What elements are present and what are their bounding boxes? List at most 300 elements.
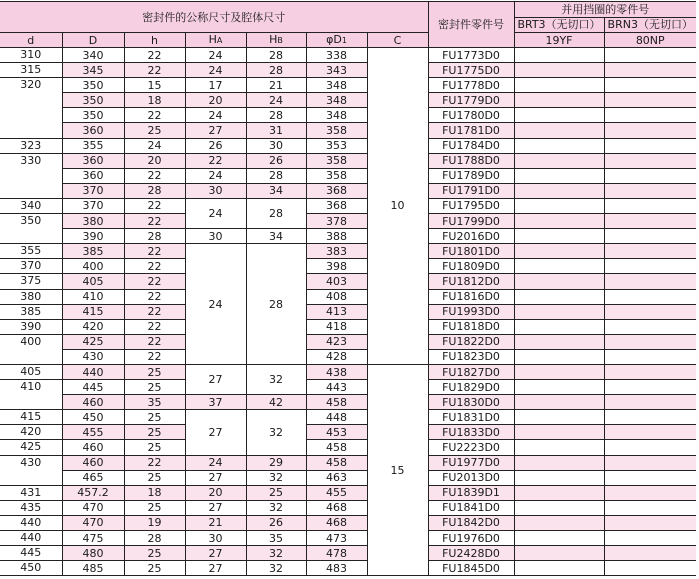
table-row [0,515,696,530]
cell-h: 25 [124,470,185,485]
cell-hb: 28 [246,198,306,228]
cell-ha: 24 [185,455,246,470]
cell-d: 400 [0,334,62,364]
cell-D: 465 [62,470,124,485]
cell-part-number: FU1823D0 [428,349,514,364]
table-row [0,289,696,304]
cell-h: 22 [124,198,185,213]
table-row [0,93,696,108]
cell-h: 35 [124,395,185,410]
brn3-code-header: 80NP [604,33,696,48]
col-c-header: C [367,33,428,48]
cell-h: 19 [124,515,185,530]
cell-d1: 458 [306,395,367,410]
table-row [0,440,696,455]
cell-D: 415 [62,304,124,319]
cell-brt3 [514,274,604,289]
cell-ha: 24 [185,168,246,183]
table-row [0,319,696,334]
cell-ha: 27 [185,123,246,138]
cell-brt3 [514,63,604,78]
table-row [0,455,696,470]
cell-brn3 [604,349,696,364]
ha-sub: A [216,36,223,45]
cell-D: 340 [62,48,124,63]
cell-part-number: FU1830D0 [428,395,514,410]
cell-d1: 338 [306,48,367,63]
cell-ha: 27 [185,561,246,576]
cell-d1: 348 [306,93,367,108]
col-hb-header [246,33,306,48]
cell-hb: 26 [246,515,306,530]
cell-brn3 [604,259,696,274]
cell-brn3 [604,531,696,546]
cell-d1: 353 [306,138,367,153]
cell-h: 22 [124,304,185,319]
cell-ha: 21 [185,515,246,530]
cell-brt3 [514,380,604,395]
part-number-header: 密封件零件号 [428,2,514,48]
cell-brn3 [604,500,696,515]
cell-brt3 [514,440,604,455]
cell-d1: 458 [306,440,367,455]
d1-sub: 1 [341,36,347,45]
brn3-header: BRN3（无切口） [604,17,696,33]
cell-brn3 [604,289,696,304]
cell-h: 22 [124,289,185,304]
cell-h: 22 [124,63,185,78]
cell-D: 360 [62,168,124,183]
col-d1-header [306,33,367,48]
cell-ha: 24 [185,108,246,123]
cell-d1: 368 [306,198,367,213]
cell-D: 430 [62,349,124,364]
cell-d1: 468 [306,515,367,530]
table-row [0,380,696,395]
cell-ha: 30 [185,183,246,198]
cell-brn3 [604,214,696,229]
cell-part-number: FU1780D0 [428,108,514,123]
cell-d: 375 [0,274,62,289]
table-row [0,168,696,183]
cell-d: 320 [0,78,62,138]
cell-part-number: FU1833D0 [428,425,514,440]
cell-part-number: FU1799D0 [428,214,514,229]
cell-brn3 [604,395,696,410]
cell-d: 405 [0,364,62,379]
cell-h: 25 [124,546,185,561]
cell-D: 440 [62,364,124,379]
cell-d1: 358 [306,168,367,183]
cell-brt3 [514,198,604,213]
cell-brn3 [604,425,696,440]
cell-d: 450 [0,561,62,576]
cell-d1: 468 [306,500,367,515]
cell-ha: 24 [185,244,246,365]
table-row [0,561,696,576]
cell-d: 410 [0,380,62,410]
cell-D: 410 [62,289,124,304]
cell-brn3 [604,470,696,485]
table-row [0,183,696,198]
cell-brt3 [514,334,604,349]
table-row [0,531,696,546]
cell-d1: 438 [306,364,367,379]
cell-d1: 458 [306,455,367,470]
cell-brt3 [514,561,604,576]
cell-brt3 [514,410,604,425]
cell-h: 22 [124,319,185,334]
cell-h: 25 [124,561,185,576]
cell-d1: 478 [306,546,367,561]
cell-brt3 [514,48,604,63]
cell-d: 431 [0,485,62,500]
cell-hb: 32 [246,561,306,576]
table-row [0,364,696,379]
cell-part-number: FU1795D0 [428,198,514,213]
cell-D: 380 [62,214,124,229]
cell-h: 22 [124,274,185,289]
cell-D: 390 [62,229,124,244]
dims-header: 密封件的公称尺寸及腔体尺寸 [0,2,428,33]
cell-d: 440 [0,515,62,530]
cell-hb: 28 [246,63,306,78]
table-row [0,63,696,78]
cell-d1: 413 [306,304,367,319]
table-row [0,198,696,213]
d1-main: φD [326,33,342,46]
cell-D: 460 [62,455,124,470]
cell-part-number: FU1789D0 [428,168,514,183]
cell-part-number: FU1842D0 [428,515,514,530]
table-row [0,349,696,364]
cell-d1: 428 [306,349,367,364]
cell-h: 22 [124,244,185,259]
cell-h: 25 [124,364,185,379]
cell-h: 22 [124,455,185,470]
cell-part-number: FU1993D0 [428,304,514,319]
cell-hb: 32 [246,410,306,455]
cell-hb: 32 [246,470,306,485]
cell-d: 380 [0,289,62,304]
cell-ha: 27 [185,410,246,455]
cell-brt3 [514,349,604,364]
cell-part-number: FU1775D0 [428,63,514,78]
cell-brt3 [514,168,604,183]
cell-d: 323 [0,138,62,153]
cell-d1: 423 [306,334,367,349]
cell-brt3 [514,515,604,530]
cell-brn3 [604,319,696,334]
cell-brt3 [514,395,604,410]
cell-hb: 32 [246,546,306,561]
cell-ha: 20 [185,93,246,108]
cell-brn3 [604,515,696,530]
cell-d1: 398 [306,259,367,274]
cell-part-number: FU2223D0 [428,440,514,455]
cell-c: 10 [367,48,428,365]
cell-part-number: FU1976D0 [428,531,514,546]
cell-ha: 27 [185,470,246,485]
cell-d1: 383 [306,244,367,259]
cell-ha: 30 [185,229,246,244]
cell-D: 460 [62,395,124,410]
cell-part-number: FU1827D0 [428,364,514,379]
cell-D: 385 [62,244,124,259]
cell-h: 18 [124,485,185,500]
cell-part-number: FU1845D0 [428,561,514,576]
cell-brn3 [604,546,696,561]
cell-brn3 [604,123,696,138]
cell-d: 350 [0,214,62,244]
cell-part-number: FU2428D0 [428,546,514,561]
cell-brt3 [514,123,604,138]
cell-brt3 [514,78,604,93]
cell-D: 480 [62,546,124,561]
cell-h: 25 [124,425,185,440]
cell-brn3 [604,334,696,349]
cell-brt3 [514,485,604,500]
cell-hb: 34 [246,229,306,244]
cell-d: 315 [0,63,62,78]
cell-h: 22 [124,334,185,349]
table-row [0,304,696,319]
cell-D: 450 [62,410,124,425]
cell-brt3 [514,244,604,259]
seal-dimension-table [0,1,696,576]
cell-hb: 25 [246,485,306,500]
cell-ha: 26 [185,138,246,153]
cell-h: 22 [124,259,185,274]
cell-D: 355 [62,138,124,153]
cell-part-number: FU2016D0 [428,229,514,244]
cell-ha: 37 [185,395,246,410]
cell-hb: 26 [246,153,306,168]
cell-h: 15 [124,78,185,93]
hb-sub: B [277,36,283,45]
cell-brt3 [514,455,604,470]
cell-brt3 [514,183,604,198]
cell-brt3 [514,470,604,485]
cell-D: 475 [62,531,124,546]
cell-D: 455 [62,425,124,440]
cell-hb: 35 [246,531,306,546]
col-d-header: d [0,33,62,48]
cell-hb: 29 [246,455,306,470]
cell-D: 345 [62,63,124,78]
col-D-header: D [62,33,124,48]
cell-D: 350 [62,78,124,93]
cell-brt3 [514,214,604,229]
cell-d: 430 [0,455,62,485]
cell-part-number: FU1831D0 [428,410,514,425]
cell-hb: 32 [246,364,306,394]
cell-part-number: FU1829D0 [428,380,514,395]
table-body [0,48,696,576]
cell-part-number: FU1791D0 [428,183,514,198]
cell-d1: 348 [306,78,367,93]
cell-brn3 [604,48,696,63]
cell-brt3 [514,425,604,440]
cell-h: 25 [124,500,185,515]
table-row [0,123,696,138]
cell-ha: 27 [185,500,246,515]
cell-d1: 463 [306,470,367,485]
cell-part-number: FU1812D0 [428,274,514,289]
cell-h: 25 [124,410,185,425]
cell-d1: 348 [306,108,367,123]
cell-brn3 [604,440,696,455]
cell-hb: 30 [246,138,306,153]
cell-d: 310 [0,48,62,63]
ha-main: H [208,33,217,46]
cell-brt3 [514,319,604,334]
cell-part-number: FU1816D0 [428,289,514,304]
cell-brt3 [514,138,604,153]
cell-brn3 [604,485,696,500]
cell-h: 22 [124,168,185,183]
table-row [0,410,696,425]
cell-d1: 358 [306,153,367,168]
cell-d1: 378 [306,214,367,229]
cell-d: 415 [0,410,62,425]
cell-brt3 [514,229,604,244]
cell-part-number: FU1818D0 [428,319,514,334]
cell-brt3 [514,500,604,515]
cell-brn3 [604,63,696,78]
cell-part-number: FU1841D0 [428,500,514,515]
cell-part-number: FU1839D1 [428,485,514,500]
cell-d: 330 [0,153,62,198]
cell-D: 470 [62,515,124,530]
cell-ha: 17 [185,78,246,93]
cell-ha: 20 [185,485,246,500]
cell-D: 370 [62,198,124,213]
cell-D: 420 [62,319,124,334]
table-row [0,500,696,515]
cell-ha: 22 [185,153,246,168]
cell-ha: 30 [185,531,246,546]
table-row [0,214,696,229]
cell-brt3 [514,259,604,274]
cell-part-number: FU1788D0 [428,153,514,168]
table-row [0,229,696,244]
col-h-header: h [124,33,185,48]
cell-d: 355 [0,244,62,259]
cell-h: 25 [124,440,185,455]
table-row [0,485,696,500]
cell-brt3 [514,304,604,319]
table-row [0,470,696,485]
cell-D: 360 [62,153,124,168]
cell-part-number: FU1773D0 [428,48,514,63]
cell-d1: 343 [306,63,367,78]
cell-hb: 28 [246,48,306,63]
table-row [0,48,696,63]
cell-brn3 [604,410,696,425]
cell-hb: 28 [246,168,306,183]
cell-D: 445 [62,380,124,395]
cell-ha: 24 [185,198,246,228]
cell-brn3 [604,138,696,153]
cell-d1: 403 [306,274,367,289]
cell-part-number: FU2013D0 [428,470,514,485]
cell-D: 425 [62,334,124,349]
cell-h: 28 [124,229,185,244]
cell-brn3 [604,153,696,168]
cell-brn3 [604,455,696,470]
cell-d1: 453 [306,425,367,440]
cell-d1: 358 [306,123,367,138]
brt3-header: BRT3（无切口） [514,17,604,33]
cell-brt3 [514,153,604,168]
table-row [0,244,696,259]
cell-hb: 42 [246,395,306,410]
cell-d: 445 [0,546,62,561]
cell-D: 470 [62,500,124,515]
cell-d: 440 [0,531,62,546]
cell-d: 435 [0,500,62,515]
table-row [0,259,696,274]
cell-d1: 455 [306,485,367,500]
cell-hb: 28 [246,108,306,123]
cell-D: 460 [62,440,124,455]
cell-brn3 [604,229,696,244]
table-row [0,274,696,289]
cell-d1: 408 [306,289,367,304]
cell-d1: 483 [306,561,367,576]
cell-brt3 [514,289,604,304]
cell-d: 385 [0,304,62,319]
cell-hb: 32 [246,500,306,515]
cell-d1: 448 [306,410,367,425]
cell-brn3 [604,304,696,319]
cell-brt3 [514,546,604,561]
cell-h: 25 [124,123,185,138]
cell-d1: 473 [306,531,367,546]
cell-h: 28 [124,183,185,198]
brt3-code-header: 19YF [514,33,604,48]
cell-ha: 24 [185,48,246,63]
cell-D: 350 [62,108,124,123]
cell-brn3 [604,274,696,289]
table-row [0,395,696,410]
cell-brn3 [604,244,696,259]
cell-hb: 24 [246,93,306,108]
cell-D: 405 [62,274,124,289]
cell-h: 28 [124,531,185,546]
cell-ha: 27 [185,546,246,561]
table-row [0,138,696,153]
cell-ha: 27 [185,364,246,394]
table-row [0,546,696,561]
cell-hb: 34 [246,183,306,198]
cell-d: 340 [0,198,62,213]
cell-brn3 [604,78,696,93]
cell-part-number: FU1784D0 [428,138,514,153]
cell-d1: 368 [306,183,367,198]
table-row [0,78,696,93]
cell-D: 485 [62,561,124,576]
cell-brt3 [514,364,604,379]
cell-d1: 388 [306,229,367,244]
table-row [0,425,696,440]
cell-h: 25 [124,380,185,395]
col-ha-header [185,33,246,48]
cell-h: 22 [124,108,185,123]
cell-brn3 [604,198,696,213]
cell-h: 22 [124,349,185,364]
